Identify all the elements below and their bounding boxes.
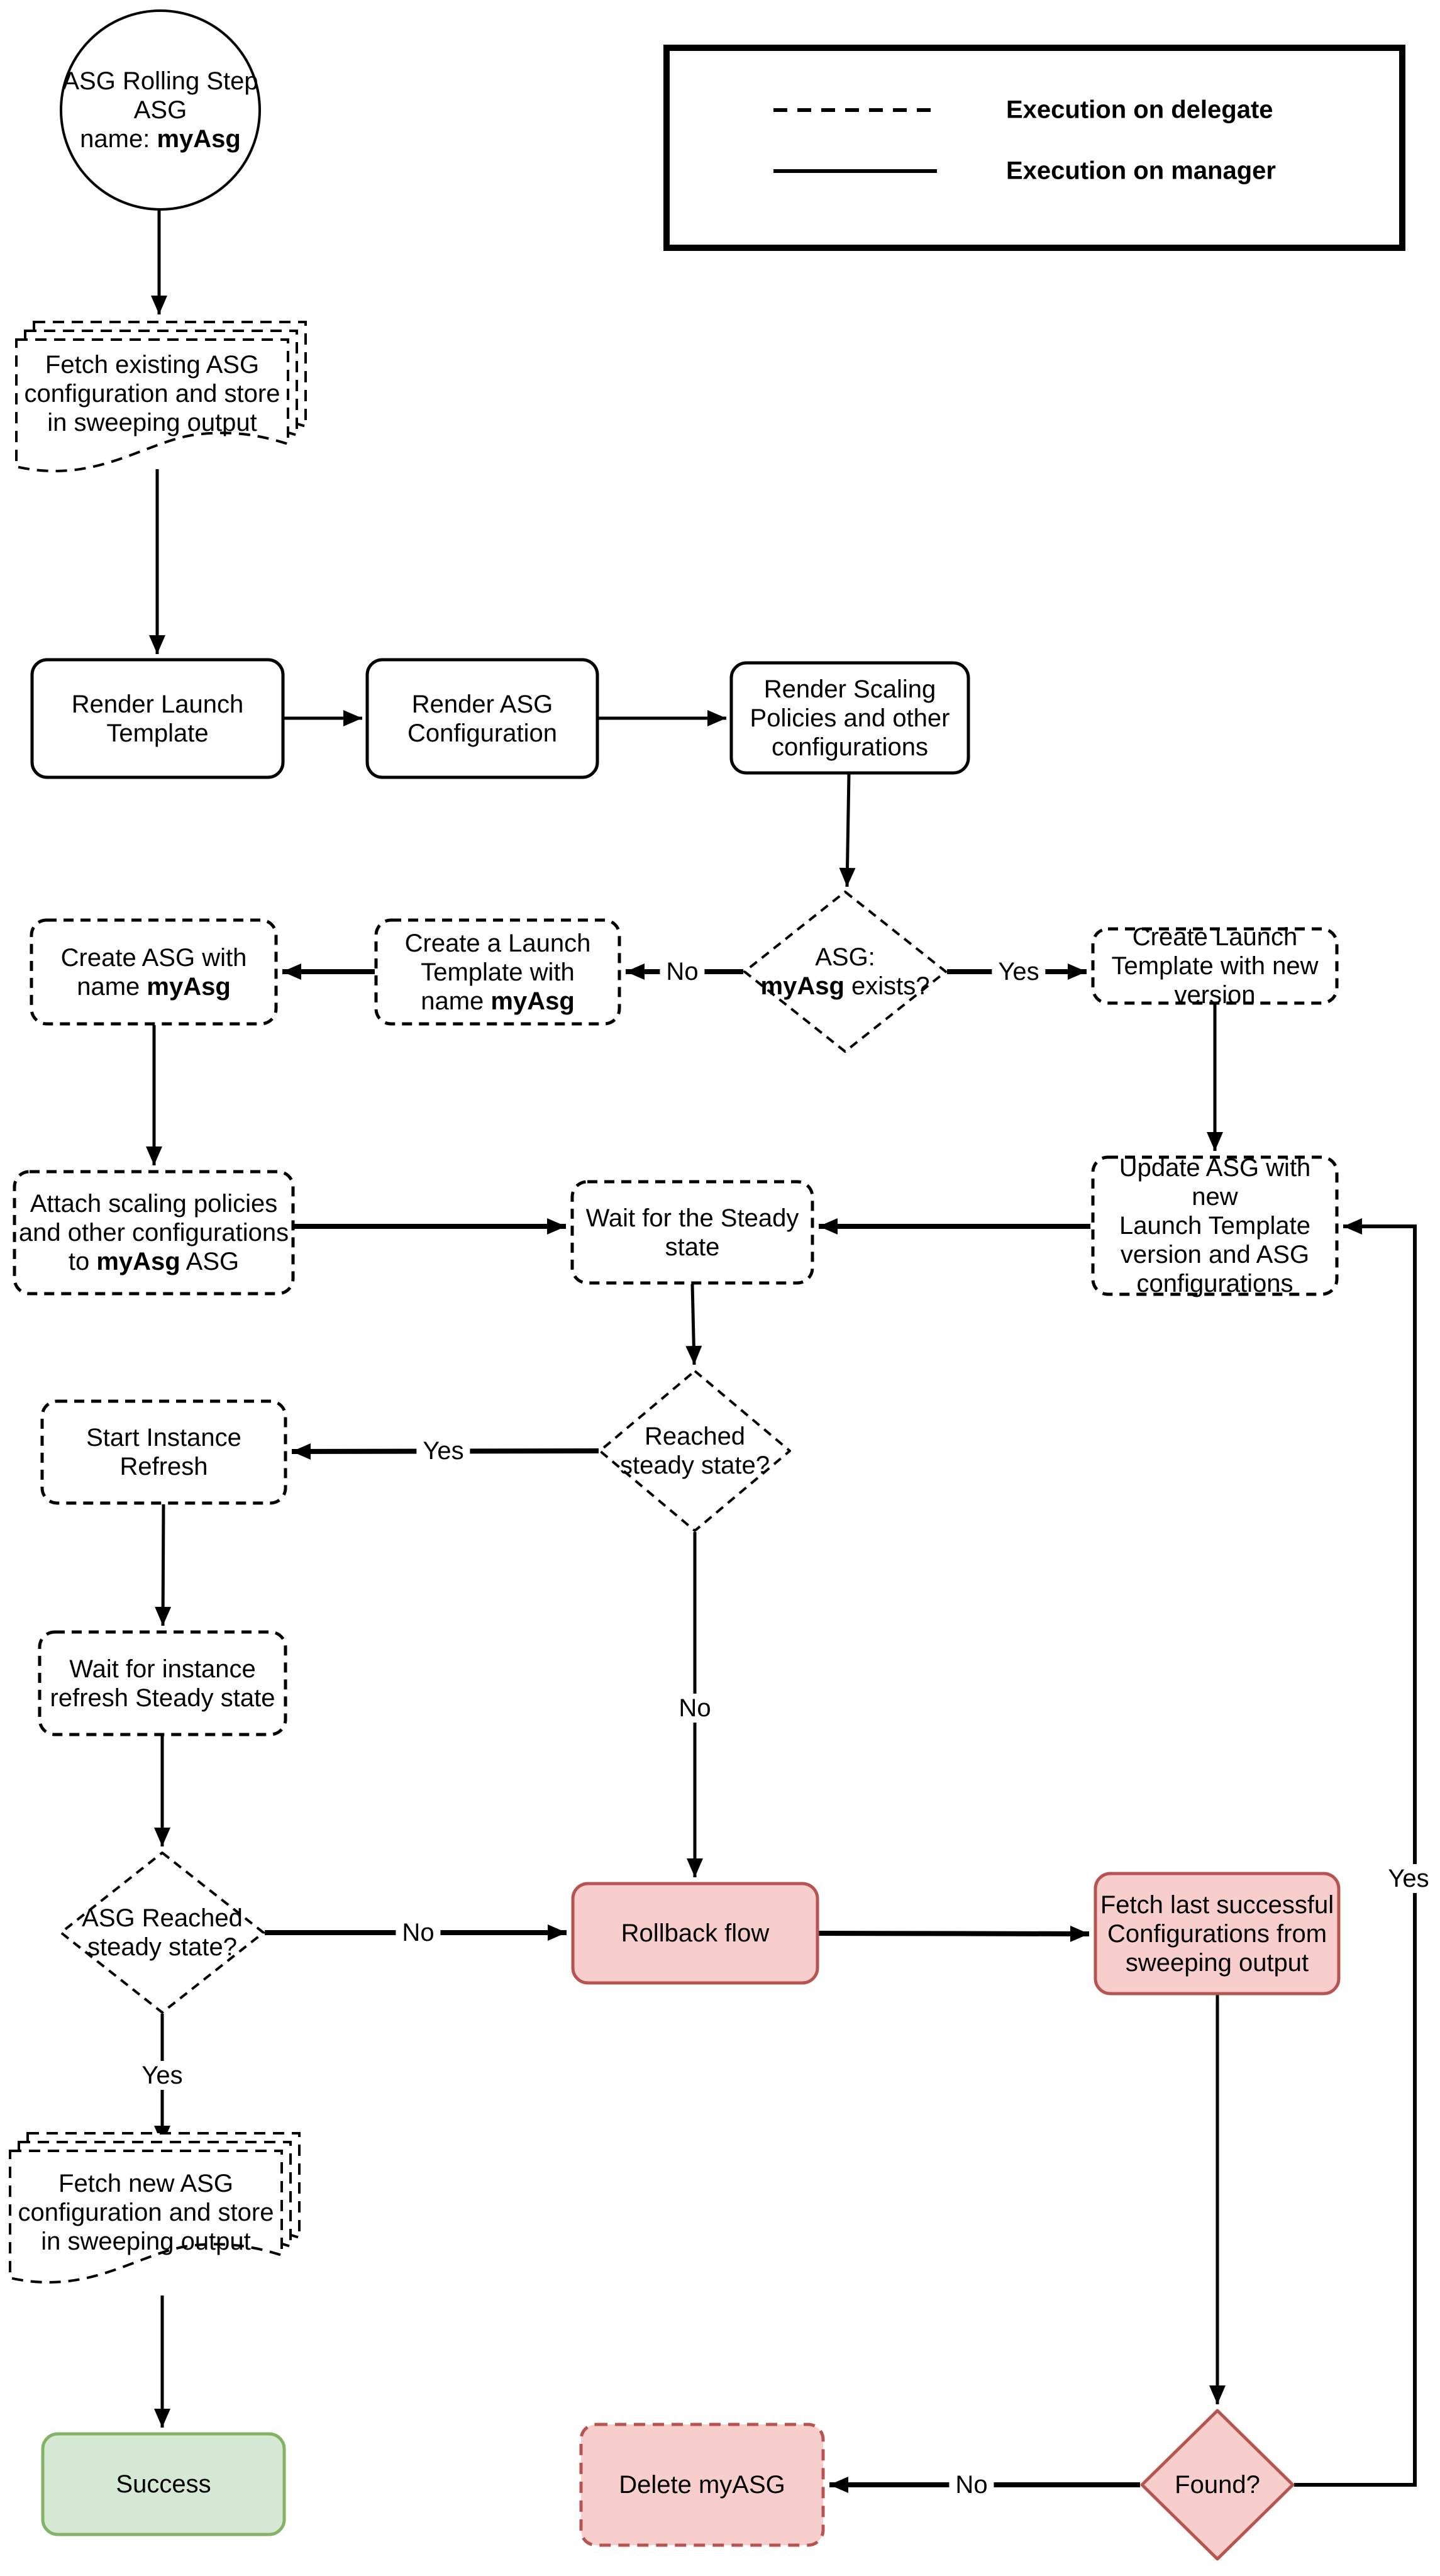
- fetch-new-asg-label: Fetch new ASG configuration and store in sweeping output: [18, 2170, 274, 2255]
- asg-reached-steady-state-diamond-label: ASG Reached steady state?: [82, 1904, 243, 1961]
- update-asg-label: Update ASG with new Launch Template version and ASG configurations: [1119, 1154, 1311, 1297]
- found-diamond-label: Found?: [1175, 2471, 1260, 2499]
- wait-instance-refresh-label: Wait for instance refresh Steady state: [50, 1655, 275, 1712]
- edge-wait-steady-to-reached: [692, 1284, 694, 1365]
- edge-label-asg-reached-yes: Yes: [135, 2061, 189, 2090]
- edge-label-found-no: No: [949, 2470, 994, 2499]
- edge-label-asg-reached-no: No: [396, 1918, 440, 1947]
- asg-exists-diamond-label: ASG: myAsg exists?: [760, 943, 930, 1000]
- edge-label-reached-yes: Yes: [416, 1436, 470, 1465]
- delete-myasg-label: Delete myASG: [619, 2471, 785, 2499]
- render-launch-template-label: Render Launch Template: [71, 690, 244, 747]
- create-launch-template-new-version-label: Create Launch Template with new version: [1111, 923, 1319, 1009]
- legend-delegate-label: [1006, 96, 1273, 125]
- edge-label-asg-exists-no: No: [660, 957, 704, 986]
- render-asg-configuration-label: Render ASG Configuration: [407, 690, 557, 747]
- rollback-flow-label: Rollback flow: [621, 1919, 770, 1947]
- edge-found-yes-feedback: [1294, 1226, 1415, 2485]
- legend-delegate-text: Execution on delegate: [1006, 96, 1273, 124]
- edge-render-scaling-to-asg-exists: [847, 774, 849, 887]
- edge-rollback-to-fetch-last: [819, 1933, 1089, 1934]
- reached-steady-state-diamond-label: Reached steady state?: [620, 1423, 770, 1479]
- create-asg-label: Create ASG with name myAsg: [60, 943, 247, 1001]
- start-circle-label: ASG Rolling Step ASG name: myAsg: [62, 67, 258, 153]
- wait-steady-state-label: Wait for the Steady state: [585, 1204, 799, 1261]
- success-label: Success: [116, 2470, 211, 2498]
- legend-manager-text: Execution on manager: [1006, 157, 1276, 185]
- legend-manager-label: [1006, 157, 1276, 186]
- edge-label-found-yes: Yes: [1382, 1864, 1435, 1893]
- start-instance-refresh-label: Start Instance Refresh: [86, 1424, 241, 1480]
- create-launch-template-named-label: Create a Launch Template with name myAsg: [404, 929, 591, 1015]
- render-scaling-policies-label: Render Scaling Policies and other configurations: [750, 675, 950, 761]
- fetch-existing-label: Fetch existing ASG configuration and store in sweeping output: [24, 351, 280, 436]
- legend-box: [667, 48, 1402, 248]
- attach-scaling-policies-label: Attach scaling policies and other configurations to myAsg ASG: [18, 1190, 289, 1275]
- fetch-last-successful-label: Fetch last successful Configurations from sweeping output: [1100, 1890, 1334, 1977]
- edge-label-reached-no: No: [672, 1694, 717, 1723]
- edge-label-asg-exists-yes: Yes: [992, 957, 1045, 986]
